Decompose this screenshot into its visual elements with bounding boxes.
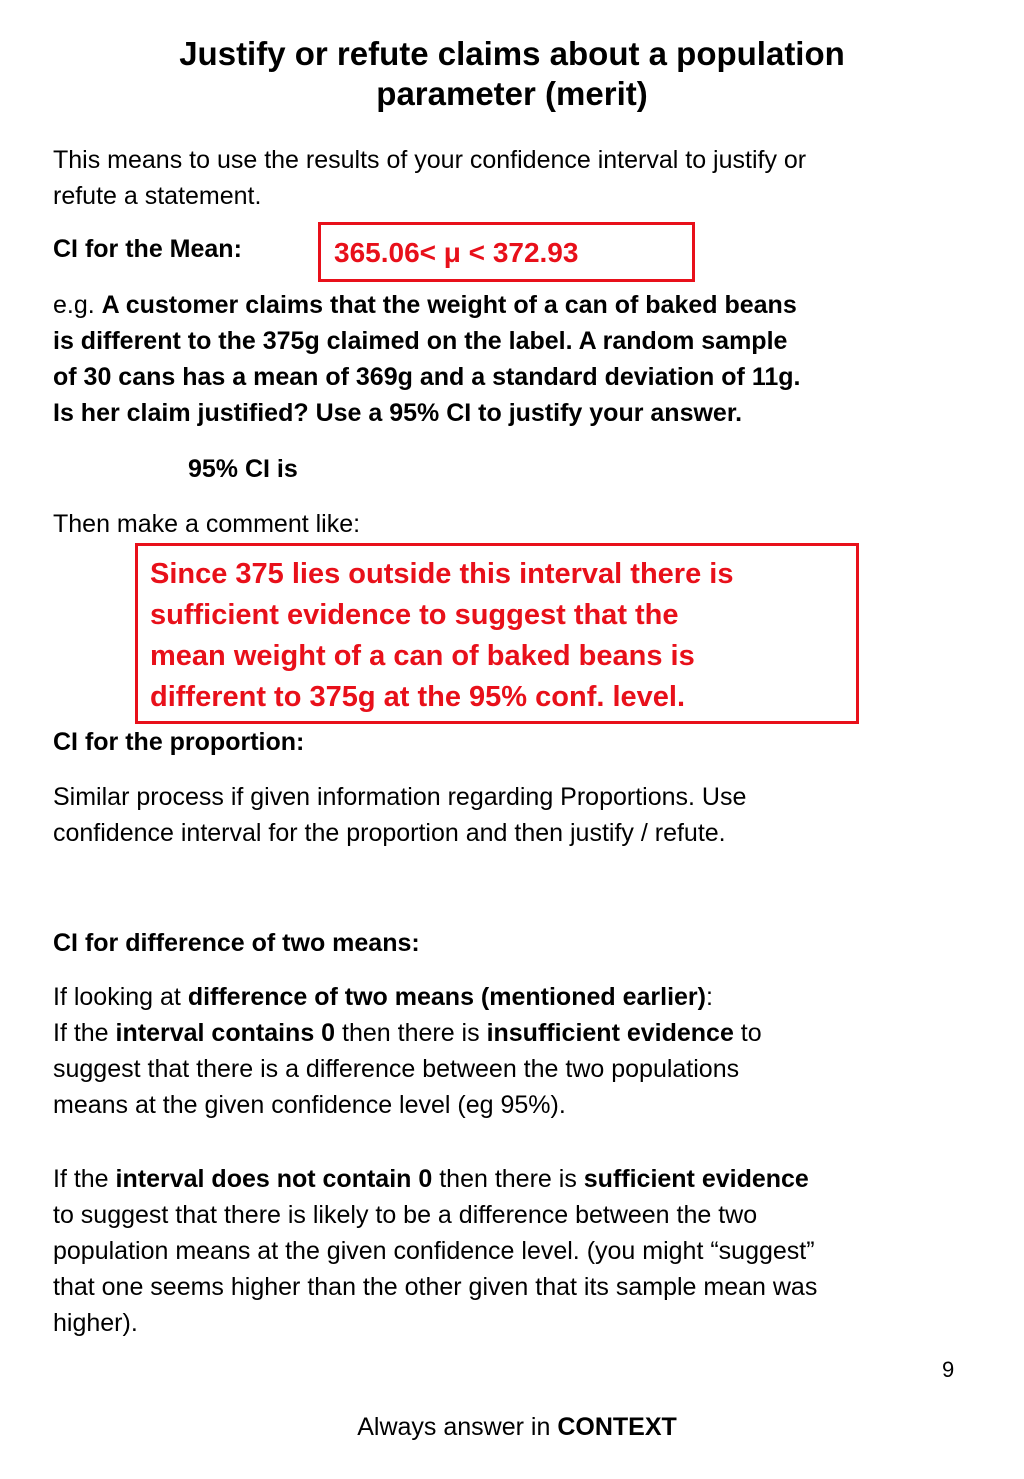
comment-box (135, 543, 859, 724)
ci-diff-p3-a: If the (53, 1165, 116, 1193)
example-prefix: e.g. (53, 291, 102, 319)
ci-proportion-line-2: confidence interval for the proportion and then justify / refute. (53, 819, 726, 847)
example-line-1-text: A customer claims that the weight of a can of baked beans (101, 291, 797, 319)
ci-mean-heading: CI for the Mean: (53, 235, 242, 263)
ci-diff-p1-post: : (705, 983, 713, 1011)
ci-diff-p2-line-2: suggest that there is a difference between the two populations (53, 1055, 740, 1083)
ci-proportion-heading: CI for the proportion: (53, 728, 305, 756)
ci-mean-interval-box (318, 222, 695, 282)
ci-diff-p3-b: interval does not contain 0 (115, 1165, 433, 1193)
comment-line-3: mean weight of a can of baked beans is (150, 640, 695, 672)
ci-diff-p2-d: insufficient evidence (486, 1019, 734, 1047)
example-line-1 (53, 287, 1003, 323)
ci-diff-p2-c: then there is (335, 1019, 487, 1047)
example-paragraph (53, 287, 1003, 431)
ci-diff-paragraph-3 (53, 1161, 1013, 1341)
intro-line-2: refute a statement. (53, 182, 262, 210)
ci-diff-p3-line-1 (53, 1161, 1013, 1197)
ci-label: 95% CI is (188, 455, 298, 483)
ci-diff-p1-pre: If looking at (53, 983, 188, 1011)
footer-bold: CONTEXT (557, 1413, 677, 1441)
comment-lead: Then make a comment like: (53, 510, 361, 538)
footer-note (0, 1409, 1024, 1445)
ci-proportion-line-1: Similar process if given information regarding Proportions. Use (53, 783, 747, 811)
ci-diff-p2-line-1 (53, 1015, 1003, 1051)
page-title-line-1: Justify or refute claims about a population (179, 35, 845, 72)
comment-line-1: Since 375 lies outside this interval there is (150, 558, 734, 590)
intro-paragraph (53, 142, 993, 214)
page-title-line-2: parameter (merit) (376, 75, 648, 112)
ci-diff-p3-line-2: to suggest that there is likely to be a difference between the two (53, 1201, 758, 1229)
example-line-4: Is her claim justified? Use a 95% CI to justify your answer. (53, 399, 743, 427)
example-line-3: of 30 cans has a mean of 369g and a standard deviation of 11g. (53, 363, 801, 391)
ci-diff-p1-bold: difference of two means (mentioned earlier) (187, 983, 706, 1011)
comment-text (150, 554, 733, 718)
comment-line-2: sufficient evidence to suggest that the (150, 599, 679, 631)
ci-diff-p2-b: interval contains 0 (115, 1019, 336, 1047)
ci-mean-interval: 365.06< μ < 372.93 (334, 237, 579, 268)
ci-diff-p3-line-3: population means at the given confidence level. (you might “suggest” (53, 1237, 815, 1265)
ci-diff-p2-line-3: means at the given confidence level (eg 95%). (53, 1091, 566, 1119)
page-title (0, 34, 1024, 114)
ci-diff-p3-c: then there is (432, 1165, 584, 1193)
example-line-2: is different to the 375g claimed on the label. A random sample (53, 327, 788, 355)
comment-line-4: different to 375g at the 95% conf. level. (150, 681, 686, 713)
ci-diff-p1-line (53, 979, 1003, 1015)
page-number: 9 (942, 1357, 955, 1382)
ci-proportion-paragraph (53, 779, 993, 851)
footer-pre: Always answer in (357, 1413, 558, 1441)
ci-diff-p2-a: If the (53, 1019, 116, 1047)
ci-diff-p3-line-4: that one seems higher than the other given that its sample mean was (53, 1273, 818, 1301)
intro-line-1: This means to use the results of your confidence interval to justify or (53, 146, 807, 174)
ci-diff-p3-line-5: higher). (53, 1309, 138, 1337)
ci-diff-heading: CI for difference of two means: (53, 929, 420, 957)
ci-diff-paragraph-1 (53, 979, 1003, 1123)
ci-diff-p2-e: to (733, 1019, 762, 1047)
ci-diff-p3-d: sufficient evidence (583, 1165, 809, 1193)
